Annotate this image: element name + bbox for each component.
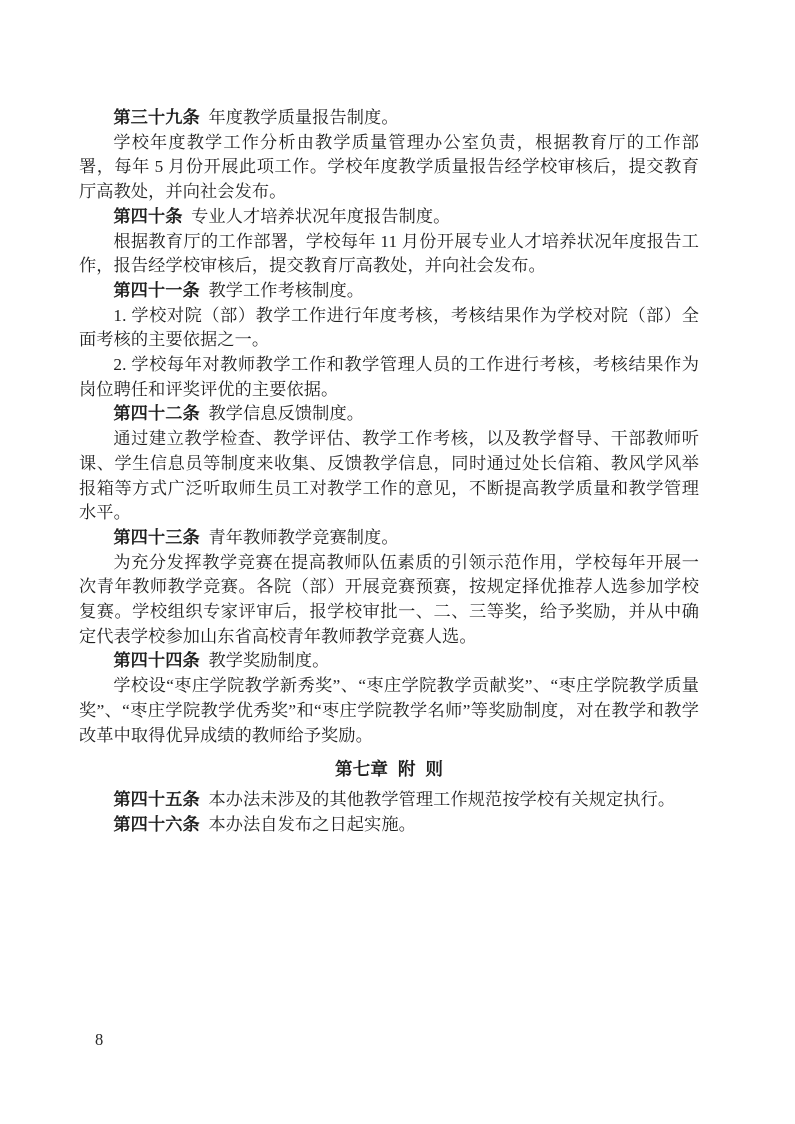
article-39-number: 第三十九条	[113, 108, 200, 127]
article-41-item-2: 2. 学校每年对教师教学工作和教学管理人员的工作进行考核，考核结果作为岗位聘任和评奖评优的主要依据。	[79, 355, 699, 399]
article-42-heading	[79, 402, 699, 427]
article-41-heading	[79, 279, 699, 304]
article-43-number: 第四十三条	[113, 527, 200, 547]
article-39-title: 年度教学质量报告制度。	[208, 108, 399, 127]
article-46-number: 第四十六条	[113, 814, 200, 834]
article-43-title: 青年教师教学竞赛制度。	[208, 527, 399, 547]
article-41-number: 第四十一条	[113, 280, 200, 300]
article-46-text: 本办法自发布之日起实施。	[208, 814, 416, 834]
article-41-item-1: 1. 学校对院（部）教学工作进行年度考核，考核结果作为学校对院（部）全面考核的主要依据之一。	[79, 305, 699, 350]
article-43-heading	[79, 526, 699, 551]
article-46-heading	[79, 813, 699, 838]
article-44-number: 第四十四条	[113, 651, 200, 671]
article-42-title: 教学信息反馈制度。	[208, 404, 365, 424]
article-42-paragraph: 通过建立教学检查、教学评估、教学工作考核，以及教学督导、干部教师听课、学生信息员等制度来收集、反馈教学信息，同时通过处长信箱、教风学风举报箱等方式广泛听取师生员工对教学工作的意见，不断提高教学质量和教学管理水平。	[79, 429, 699, 523]
article-45-heading	[79, 788, 699, 813]
article-44-paragraph: 学校设“枣庄学院教学新秀奖”、“枣庄学院教学贡献奖”、“枣庄学院教学质量奖”、“枣庄学院教学优秀奖”和“枣庄学院教学名师”等奖励制度，对在教学和教学改革中取得优异成绩的教师给予奖励。	[79, 676, 699, 745]
article-40-heading	[79, 205, 699, 230]
document-body	[79, 106, 699, 837]
article-44-title: 教学奖励制度。	[208, 651, 330, 671]
article-40-paragraph: 根据教育厅的工作部署，学校每年 11 月份开展专业人才培养状况年度报告工作，报告经学校审核后，提交教育厅高教处，并向社会发布。	[79, 231, 699, 276]
article-40-number: 第四十条	[113, 206, 183, 226]
article-44-heading	[79, 649, 699, 674]
article-40-title: 专业人才培养状况年度报告制度。	[191, 206, 451, 226]
article-39-paragraph: 学校年度教学工作分析由教学质量管理办公室负责，根据教育厅的工作部署，每年 5 月份开展此项工作。学校年度教学质量报告经学校审核后，提交教育厅高教处，并向社会发布。	[79, 132, 699, 202]
article-42-number: 第四十二条	[113, 404, 200, 424]
article-43-paragraph: 为充分发挥教学竞赛在提高教师队伍素质的引领示范作用，学校每年开展一次青年教师教学竞赛。各院（部）开展竞赛预赛，按规定择优推荐人选参加学校复赛。学校组织专家评审后，报学校审批一、二、三等奖，给予奖励，并从中确定代表学校参加山东省高校青年教师教学竞赛人选。	[79, 552, 699, 646]
article-45-text: 本办法未涉及的其他教学管理工作规范按学校有关规定执行。	[208, 789, 676, 809]
page-number: 8	[95, 1030, 104, 1049]
chapter-7-heading: 第七章 附 则	[334, 759, 444, 780]
article-39-heading	[79, 106, 699, 131]
article-41-title: 教学工作考核制度。	[208, 280, 365, 300]
article-45-number: 第四十五条	[113, 789, 200, 809]
